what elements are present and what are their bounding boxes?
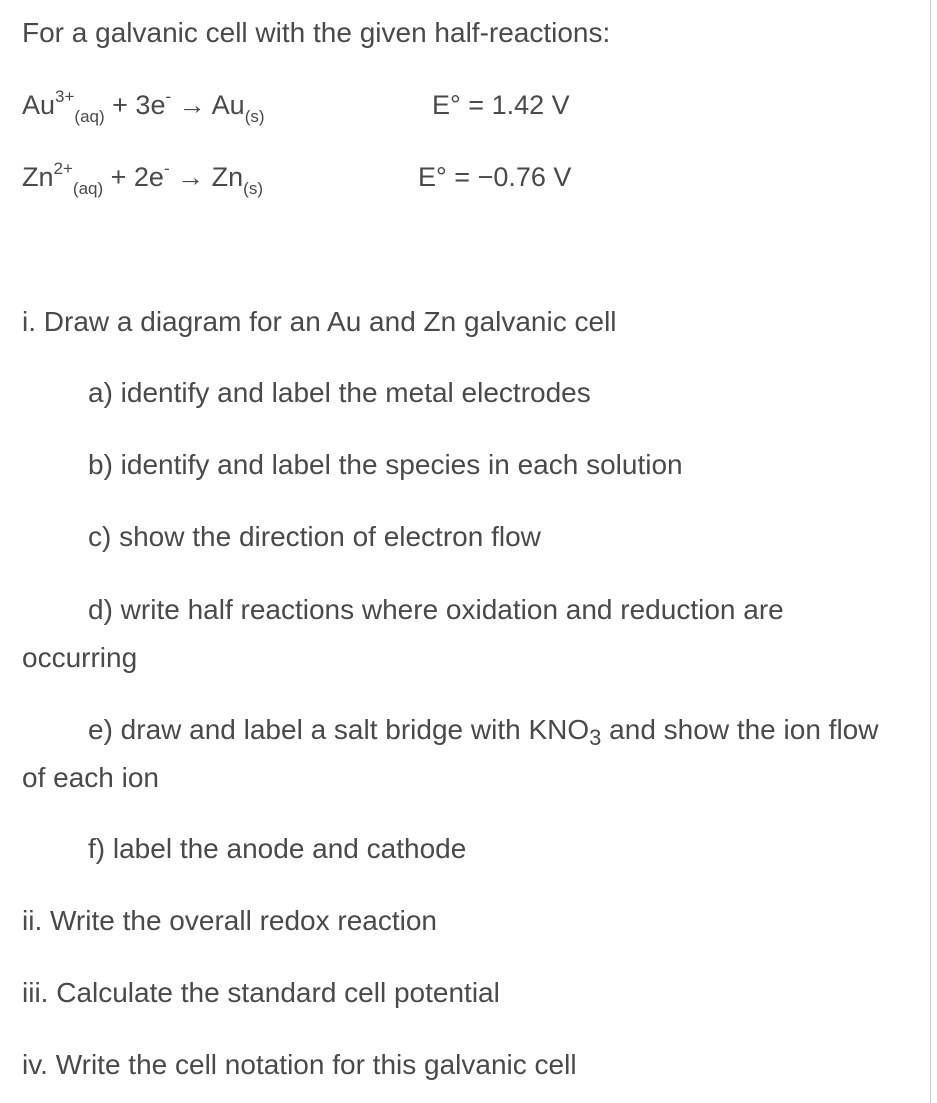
part-iii: iii. Calculate the standard cell potential: [22, 977, 500, 1008]
product-state: (s): [244, 107, 265, 126]
right-border: [930, 0, 931, 1103]
reactant-ion: Zn: [22, 162, 54, 192]
sub-a: a) identify and label the metal electrodes: [88, 377, 591, 408]
sub-e-text-end: and show the ion flow of each ion: [22, 714, 879, 793]
reaction-arrow: →: [171, 90, 212, 120]
electron-term: + 3e: [104, 90, 166, 120]
product-state: (s): [243, 179, 263, 198]
sub-d: d) write half reactions where oxidation and reduction are occurring: [22, 594, 784, 673]
product: Au: [211, 90, 245, 120]
reactant-state: (aq): [74, 107, 105, 126]
ion-charge: 2+: [53, 159, 73, 178]
potential-zinc: E° = −0.76 V: [418, 162, 572, 192]
reactant-state: (aq): [72, 179, 104, 198]
half-reaction-gold: [22, 87, 265, 126]
sub-c: c) show the direction of electron flow: [88, 521, 541, 552]
half-reaction-zinc: [22, 159, 263, 198]
ion-charge: 3+: [55, 87, 75, 106]
sub-e-text: e) draw and label a salt bridge with KNO: [88, 714, 590, 745]
reactant-ion: Au: [22, 90, 56, 120]
electron-charge: -: [163, 159, 170, 178]
reaction-arrow: →: [169, 162, 212, 192]
electron-term: + 2e: [103, 162, 164, 192]
part-ii: ii. Write the overall redox reaction: [22, 905, 437, 936]
electron-charge: -: [165, 87, 172, 106]
potential-gold: E° = 1.42 V: [432, 90, 570, 120]
sub-f: f) label the anode and cathode: [88, 833, 467, 864]
intro-text: For a galvanic cell with the given half-reactions:: [22, 17, 611, 48]
sub-e: [22, 706, 902, 802]
part-i: i. Draw a diagram for an Au and Zn galvanic cell: [22, 306, 617, 337]
part-iv: iv. Write the cell notation for this galvanic cell: [22, 1049, 577, 1080]
sub-b: b) identify and label the species in each solution: [88, 449, 683, 480]
product: Zn: [211, 162, 244, 192]
sub-e-subscript: 3: [589, 725, 602, 750]
